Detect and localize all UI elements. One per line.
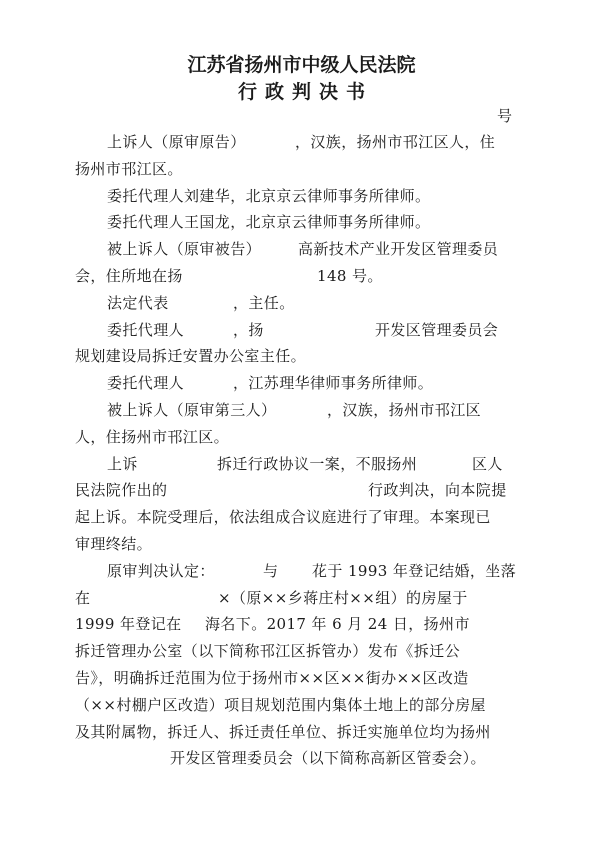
text-line-24-segment-1: 开发区管理委员会（以下简称高新区管委会）。	[170, 749, 486, 768]
text-line-13-segment-1: 上诉	[107, 454, 138, 473]
text-line-18-segment-2: ×（原××乡蒋庄村××组）的房屋于	[218, 588, 468, 607]
text-line-12-segment-1: 人，住扬州市邗江区。	[75, 427, 230, 446]
court-name: 江苏省扬州市中级人民法院	[187, 54, 416, 76]
text-line-22-segment-1: （××村棚户区改造）项目规划范围内集体土地上的部分房屋	[75, 695, 486, 714]
document-type: 行政判决书	[237, 81, 373, 103]
text-line-11-segment-2: ，汉族，扬州市邗江区	[327, 401, 482, 419]
text-line-8-segment-2: ，扬	[233, 320, 264, 339]
text-line-19-segment-1: 1999 年登记在	[75, 615, 182, 634]
text-line-19-segment-2: 海名下。2017 年 6 月 24 日，扬州市	[205, 615, 470, 634]
text-line-13-segment-3: 区人	[472, 454, 503, 473]
text-line-10-segment-2: ，江苏理华律师事务所律师。	[233, 374, 434, 393]
text-line-6-segment-2: 148 号。	[317, 267, 383, 285]
text-line-17-segment-3: 花于 1993 年登记结婚，坐落	[312, 561, 517, 580]
case-number: 号	[497, 107, 513, 125]
text-line-1-segment-1: 上诉人（原审原告）	[107, 133, 246, 151]
text-line-10-segment-1: 委托代理人	[107, 374, 185, 393]
text-line-2-segment-1: 扬州市邗江区。	[75, 159, 183, 178]
text-line-14-segment-2: 行政判决，向本院提	[368, 481, 507, 500]
text-line-23-segment-1: 及其附属物，拆迁人、拆迁责任单位、拆迁实施单位均为扬州	[75, 722, 491, 741]
text-line-3-segment-1: 委托代理人刘建华，北京京云律师事务所律师。	[107, 186, 431, 205]
text-line-16-segment-1: 审理终结。	[75, 535, 153, 553]
text-line-5-segment-2: 高新技术产业开发区管理委员	[298, 240, 499, 259]
text-line-17-segment-1: 原审判决认定：	[107, 561, 215, 580]
text-line-17-segment-2: 与	[263, 561, 279, 580]
text-line-20-segment-1: 拆迁管理办公室（以下简称邗江区拆管办）发布《拆迁公	[75, 642, 461, 661]
text-line-11-segment-1: 被上诉人（原审第三人）	[107, 401, 277, 419]
text-line-5-segment-1: 被上诉人（原审被告）	[107, 240, 262, 259]
text-line-7-segment-1: 法定代表	[107, 293, 169, 312]
text-line-8-segment-3: 开发区管理委员会	[375, 320, 499, 339]
text-line-18-segment-1: 在	[75, 588, 91, 607]
text-line-21-segment-1: 告》，明确拆迁范围为位于扬州市××区××街办××区改造	[75, 669, 469, 687]
text-line-7-segment-2: ，主任。	[233, 293, 295, 312]
text-line-15-segment-1: 起上诉。本院受理后，依法组成合议庭进行了审理。本案现已	[75, 508, 491, 527]
text-line-13-segment-2: 拆迁行政协议一案，不服扬州	[217, 454, 418, 473]
text-line-6-segment-1: 会，住所地在扬	[75, 267, 183, 285]
text-line-8-segment-1: 委托代理人	[107, 320, 185, 339]
text-line-14-segment-1: 民法院作出的	[75, 481, 168, 500]
text-line-9-segment-1: 规划建设局拆迁安置办公室主任。	[75, 347, 307, 366]
text-line-1-segment-2: ，汉族，扬州市邗江区人，住	[295, 133, 496, 151]
text-line-4-segment-1: 委托代理人王国龙，北京京云律师事务所律师。	[107, 213, 431, 232]
